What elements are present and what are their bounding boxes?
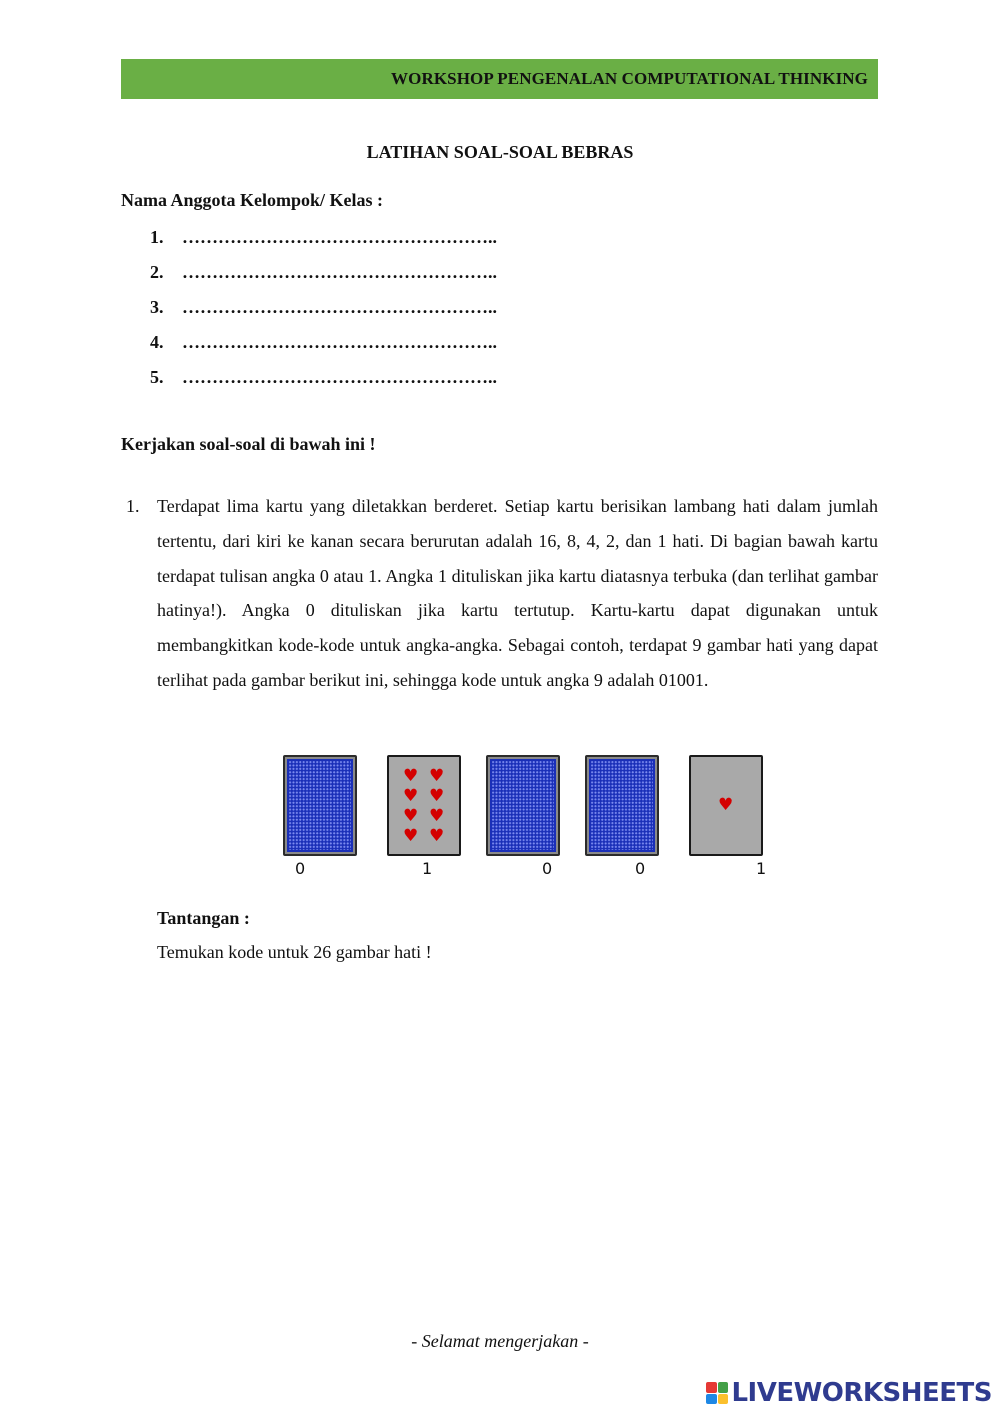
header-bar [121,59,878,99]
closing-text: - Selamat mengerjakan - [411,1331,589,1351]
card-digit: 0 [295,859,306,878]
member-blank[interactable]: …………………………………………….. [182,227,497,247]
member-list [150,226,497,401]
heart-icon: ♥ [429,806,445,826]
heart-icon: ♥ [403,786,419,806]
question-text: Terdapat lima kartu yang diletakkan berderet. Setiap kartu berisikan lambang hati dalam jumlah tertentu, dari kiri ke kanan secara berurutan adalah 16, 8, 4, 2, dan 1 hati. Di bagian bawah kartu terdapat tulisan angka 0 atau 1. Angka 1 dituliskan jika kartu diatasnya terbuka (dan terlihat gambar hatinya!). Angka 0 dituliskan jika kartu tertutup. Kartu-kartu dapat digunakan untuk membangkitkan kode-kode untuk angka-angka. Sebagai contoh, terdapat 9 gambar hati yang dapat terlihat pada gambar berikut ini, sehingga kode untuk angka 9 adalah 01001. [157,496,878,690]
card-closed [585,755,659,856]
member-number: 1. [150,227,164,247]
header-title: WORKSHOP PENGENALAN COMPUTATIONAL THINKING [391,69,868,88]
heart-icon: ♥ [403,806,419,826]
member-blank[interactable]: …………………………………………….. [182,297,497,317]
member-number: 5. [150,367,164,387]
heart-icon: ♥ [403,766,419,786]
card-digit: 1 [422,859,433,878]
liveworksheets-brand [706,1378,992,1408]
member-item[interactable] [150,261,497,296]
challenge-text: Temukan kode untuk 26 gambar hati ! [157,942,432,962]
heart-icon: ♥ [403,826,419,846]
member-number: 3. [150,297,164,317]
card-closed [486,755,560,856]
instruction: Kerjakan soal-soal di bawah ini ! [121,434,376,454]
challenge-label: Tantangan : [157,908,250,928]
card-digit: 1 [756,859,767,878]
brand-name: LIVEWORKSHEETS [731,1378,992,1408]
member-number: 4. [150,332,164,352]
member-item[interactable] [150,331,497,366]
card-row [280,755,780,885]
heart-icon: ♥ [429,766,445,786]
heart-icon: ♥ [429,786,445,806]
question-number: 1. [126,496,140,516]
member-item[interactable] [150,296,497,331]
member-number: 2. [150,262,164,282]
card-digit: 0 [635,859,646,878]
card-closed [283,755,357,856]
page-title: LATIHAN SOAL-SOAL BEBRAS [366,142,634,162]
card-digit: 0 [542,859,553,878]
member-blank[interactable]: …………………………………………….. [182,367,497,387]
heart-icon: ♥ [429,826,445,846]
member-blank[interactable]: …………………………………………….. [182,262,497,282]
members-label: Nama Anggota Kelompok/ Kelas : [121,190,384,210]
member-item[interactable] [150,226,497,261]
liveworksheets-logo-icon [706,1382,728,1404]
question-1 [121,489,878,698]
card-open-one-heart [689,755,763,856]
member-item[interactable] [150,366,497,401]
heart-icon: ♥ [718,795,734,815]
card-open-eight-hearts [387,755,461,856]
member-blank[interactable]: …………………………………………….. [182,332,497,352]
